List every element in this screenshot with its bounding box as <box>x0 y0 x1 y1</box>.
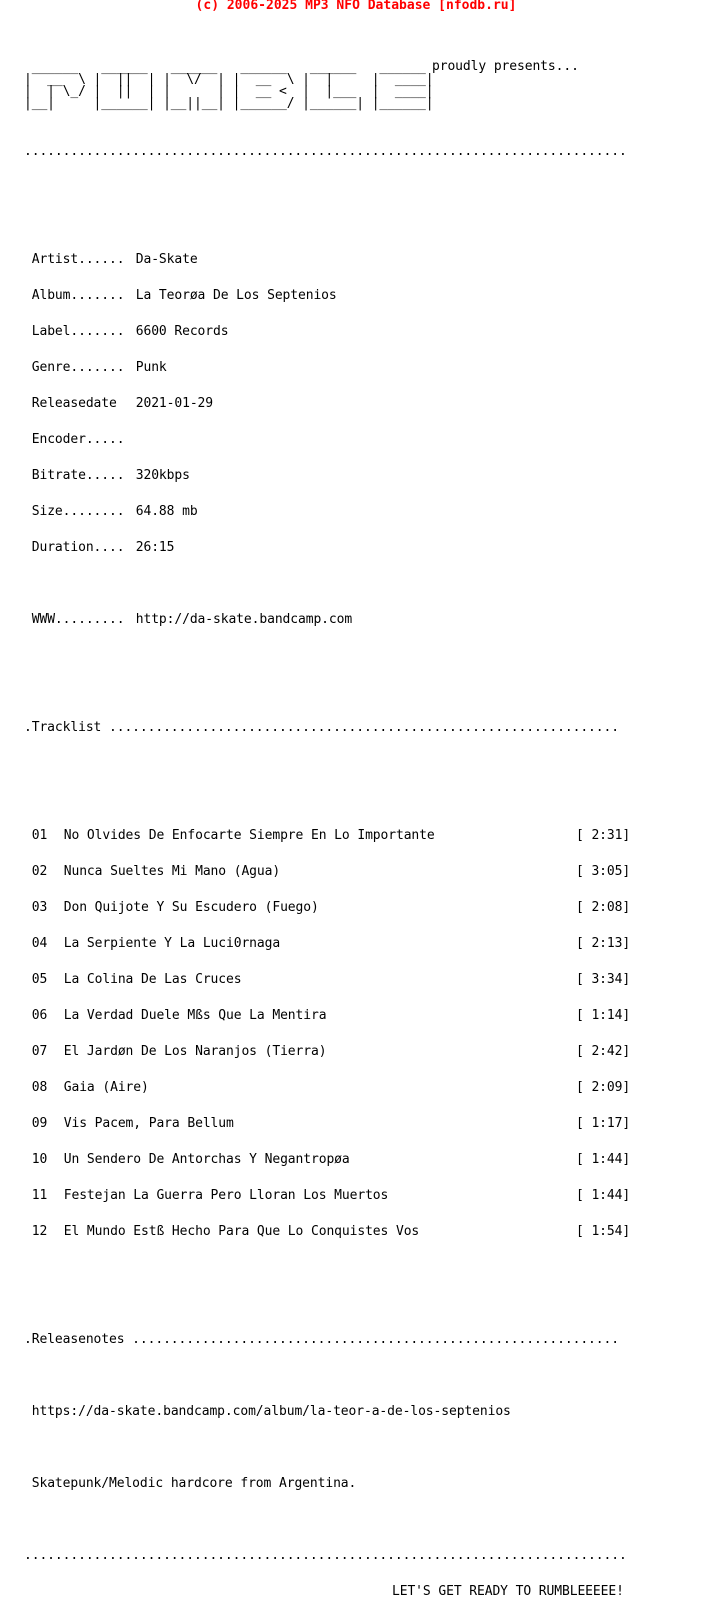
releasenotes-heading: .Releasenotes ............................................................... <box>24 1332 619 1347</box>
info-label: Label....... 6600 Records <box>31 324 229 339</box>
info-album: Album....... La Teorøa De Los Septenios <box>31 288 337 303</box>
track-row: 11 Festejan La Guerra Pero Lloran Los Muertos [ 1:44] <box>31 1188 631 1203</box>
footer-tagline-row <box>24 1586 627 1598</box>
www-link[interactable]: http://da-skate.bandcamp.com <box>135 612 353 627</box>
track-row: 03 Don Quijote Y Su Escudero (Fuego) [ 2:08] <box>31 900 631 915</box>
page-title: (c) 2006-2025 MP3 NFO Database [nfodb.ru] <box>195 0 517 13</box>
release-info <box>24 230 627 650</box>
info-encoder: Encoder..... <box>31 432 125 447</box>
bandcamp-link[interactable]: https://da-skate.bandcamp.com/album/la-teor-a-de-los-septenios <box>31 1404 511 1419</box>
info-releasedate: Releasedate 2021-01-29 <box>31 396 214 411</box>
info-bitrate: Bitrate..... 320kbps <box>31 468 190 483</box>
track-row: 06 La Verdad Duele Mßs Que La Mentira [ 1:14] <box>31 1008 631 1023</box>
info-artist: Artist...... Da-Skate <box>31 252 198 267</box>
track-row: 08 Gaia (Aire) [ 2:09] <box>31 1080 631 1095</box>
release-description: Skatepunk/Melodic hardcore from Argentina. <box>31 1476 357 1491</box>
tracklist <box>24 806 631 1262</box>
info-size: Size........ 64.88 mb <box>31 504 198 519</box>
track-row: 04 La Serpiente Y La Luci0rnaga [ 2:13] <box>31 936 631 951</box>
info-www: WWW......... http://da-skate.bandcamp.com <box>31 612 353 627</box>
track-row: 07 El Jardøn De Los Naranjos (Tierra) [ 2:42] <box>31 1044 631 1059</box>
footer-tagline: LET'S GET READY TO RUMBLEEEEE! <box>392 1584 624 1599</box>
rumble-ascii-logo: ______ ______ ______ ______ ______ ______ | __ \ | || | | \/ | | __ \ | | | ____| | | \_/ | || | | | | __ < | |___ | ____| |__| |______| |__||__| |______/ |______| |______| <box>24 60 434 111</box>
track-row: 02 Nunca Sueltes Mi Mano (Agua) [ 3:05] <box>31 864 631 879</box>
track-row: 12 El Mundo Estß Hecho Para Que Lo Conquistes Vos [ 1:54] <box>31 1224 631 1239</box>
track-row: 01 No Olvides De Enfocarte Siempre En Lo Importante [ 2:31] <box>31 828 631 843</box>
presents-text: proudly presents... <box>432 59 579 74</box>
releasenotes-url-row <box>24 1406 627 1418</box>
logo-block <box>24 38 627 111</box>
top-separator: .............................................................................. <box>24 144 627 159</box>
track-row: 05 La Colina De Las Cruces [ 3:34] <box>31 972 631 987</box>
track-row: 10 Un Sendero De Antorchas Y Negantropøa [ 1:44] <box>31 1152 631 1167</box>
track-row: 09 Vis Pacem, Para Bellum [ 1:17] <box>31 1116 631 1131</box>
info-genre: Genre....... Punk <box>31 360 167 375</box>
info-duration: Duration.... 26:15 <box>31 540 175 555</box>
bottom-separator: .............................................................................. <box>24 1548 627 1563</box>
nfo-document <box>24 14 631 1610</box>
tracklist-heading: .Tracklist .................................................................. <box>24 720 619 735</box>
releasenotes-description-row <box>24 1478 627 1490</box>
